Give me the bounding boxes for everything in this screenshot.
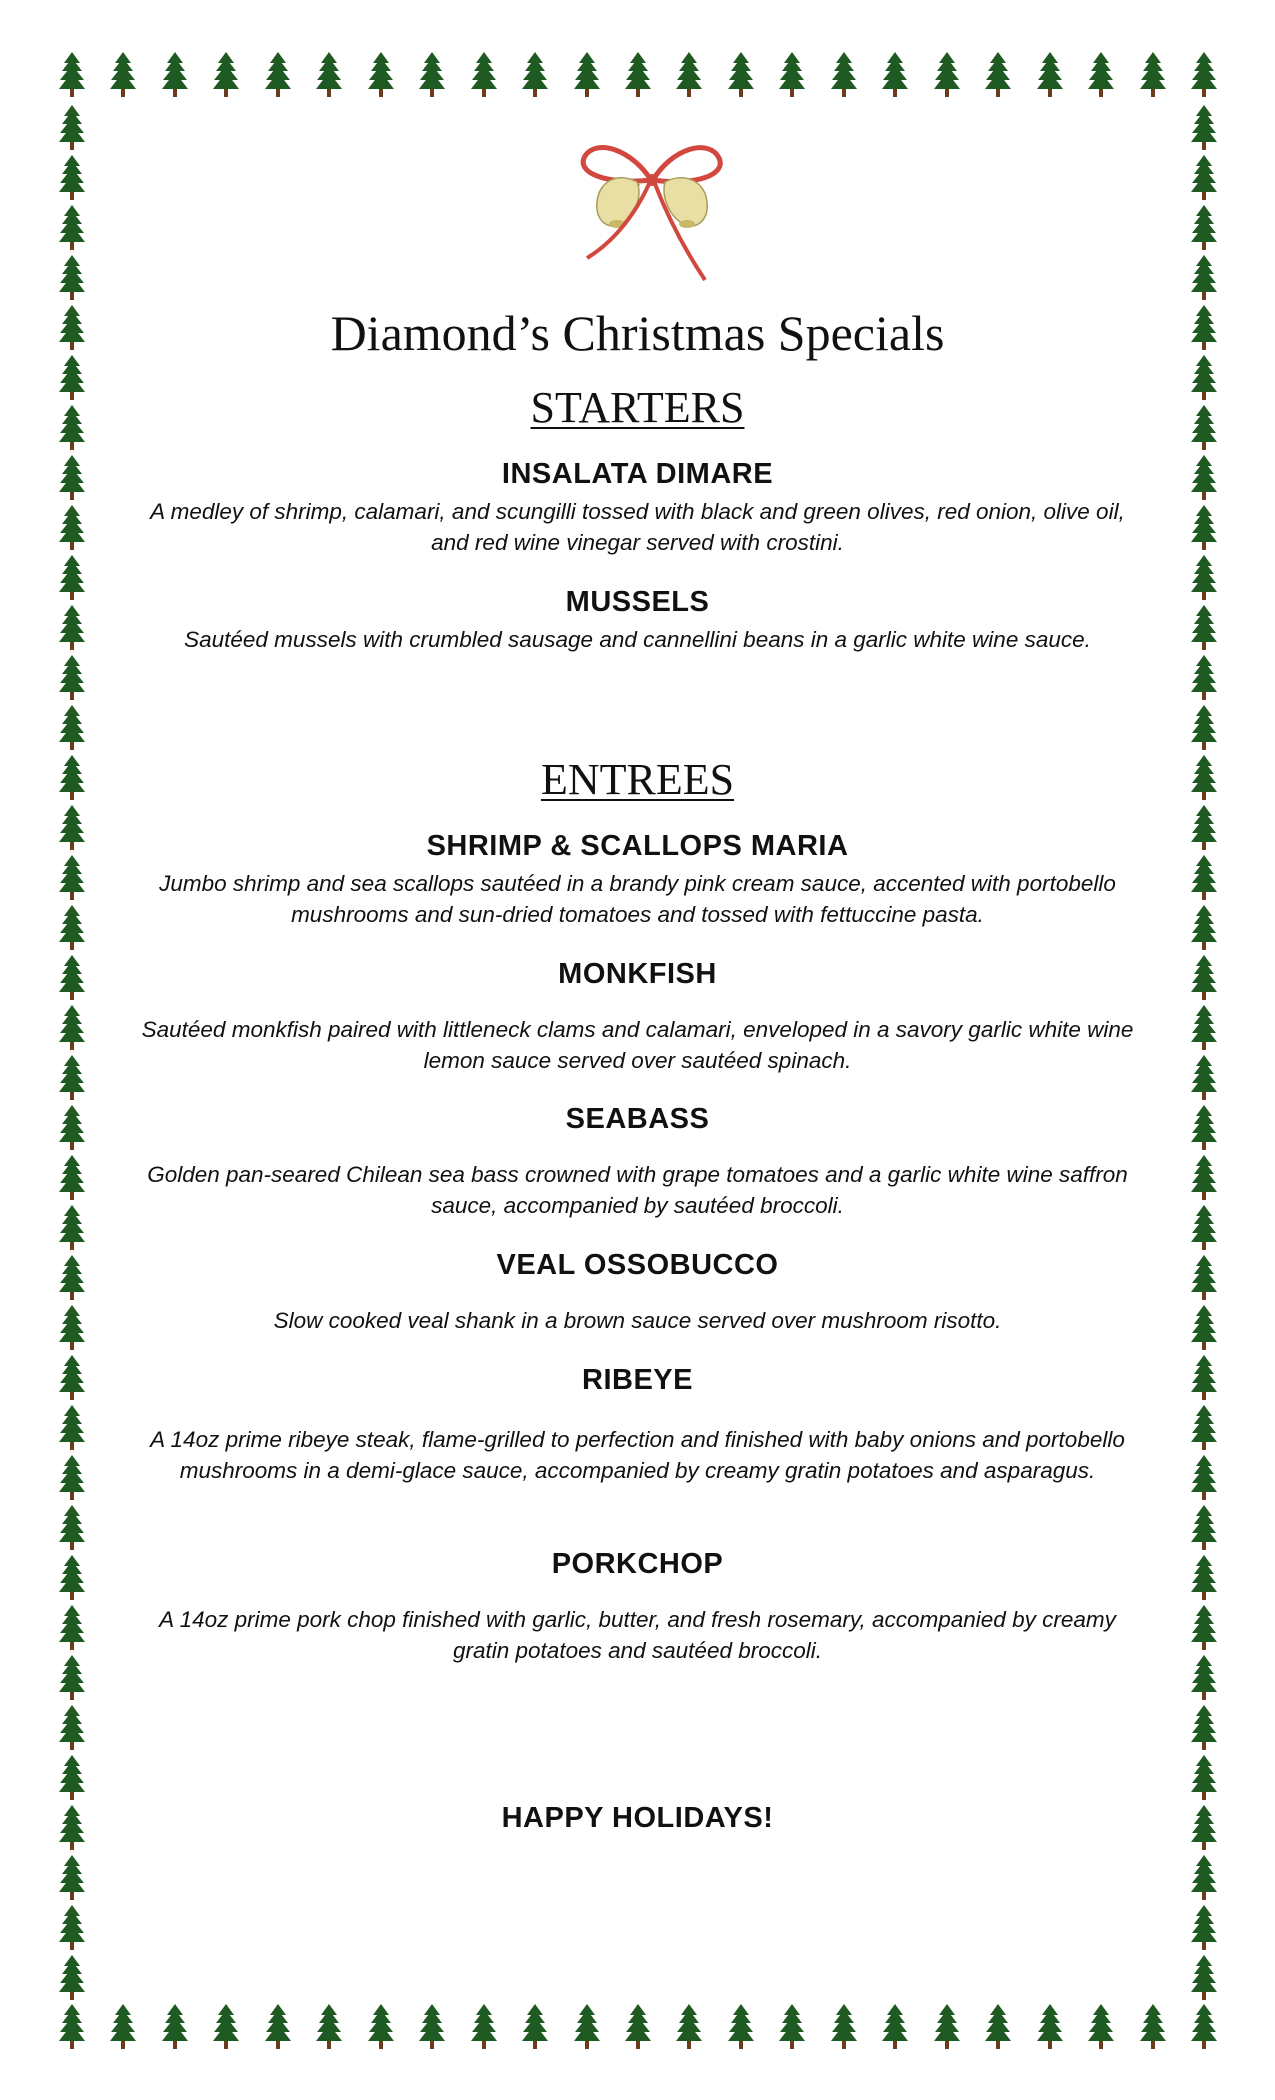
christmas-tree-icon	[1087, 50, 1115, 98]
menu-item-description: Slow cooked veal shank in a brown sauce served over mushroom risotto.	[273, 1308, 1002, 1333]
christmas-tree-icon	[109, 50, 137, 98]
christmas-tree-icon	[1190, 50, 1218, 98]
christmas-tree-icon	[58, 50, 86, 98]
christmas-tree-icon	[1190, 1404, 1218, 1450]
starters-heading: STARTERS	[530, 383, 745, 432]
christmas-tree-icon	[1190, 654, 1218, 700]
christmas-tree-icon	[1190, 1954, 1218, 2000]
christmas-tree-icon	[675, 50, 703, 98]
christmas-tree-icon	[573, 2002, 601, 2050]
christmas-tree-icon	[1190, 504, 1218, 550]
christmas-tree-icon	[315, 2002, 343, 2050]
christmas-tree-icon	[367, 2002, 395, 2050]
entrees-heading: ENTREES	[540, 755, 735, 804]
menu-item-description: Jumbo shrimp and sea scallops sautéed in a brandy pink cream sauce, accented with portobello mushrooms and sun-dried tomatoes and tossed with fettuccine pasta.	[159, 871, 1116, 927]
christmas-tree-icon	[58, 1454, 86, 1500]
christmas-tree-icon	[830, 2002, 858, 2050]
menu-item-name: RIBEYE	[582, 1364, 693, 1396]
christmas-tree-icon	[470, 2002, 498, 2050]
christmas-tree-icon	[727, 2002, 755, 2050]
christmas-tree-icon	[1190, 104, 1218, 150]
christmas-tree-icon	[1190, 904, 1218, 950]
christmas-tree-icon	[1190, 204, 1218, 250]
christmas-tree-icon	[727, 50, 755, 98]
christmas-tree-icon	[1190, 1454, 1218, 1500]
christmas-tree-icon	[58, 1204, 86, 1250]
christmas-tree-icon	[624, 2002, 652, 2050]
christmas-tree-icon	[58, 2002, 86, 2050]
christmas-tree-icon	[58, 1004, 86, 1050]
christmas-tree-icon	[58, 1704, 86, 1750]
christmas-tree-icon	[521, 2002, 549, 2050]
christmas-tree-icon	[1190, 1054, 1218, 1100]
christmas-tree-icon	[212, 2002, 240, 2050]
christmas-tree-icon	[1087, 2002, 1115, 2050]
christmas-tree-icon	[58, 504, 86, 550]
christmas-tree-icon	[1190, 1304, 1218, 1350]
menu-item-description: Sautéed mussels with crumbled sausage and cannellini beans in a garlic white wine sauce.	[184, 627, 1091, 652]
christmas-tree-icon	[1190, 1754, 1218, 1800]
christmas-tree-icon	[1190, 1604, 1218, 1650]
menu-item-name: MONKFISH	[558, 958, 717, 990]
christmas-tree-icon	[58, 1754, 86, 1800]
christmas-tree-icon	[161, 50, 189, 98]
christmas-tree-icon	[1190, 1004, 1218, 1050]
christmas-tree-icon	[58, 1504, 86, 1550]
christmas-tree-icon	[470, 50, 498, 98]
christmas-tree-icon	[58, 1154, 86, 1200]
christmas-tree-icon	[58, 1654, 86, 1700]
christmas-tree-icon	[264, 50, 292, 98]
menu-item-description: A 14oz prime ribeye steak, flame-grilled to perfection and finished with baby onions and portobello mushrooms in a demi-glace sauce, accompanied by creamy gratin potatoes and asparagus.	[150, 1427, 1125, 1483]
christmas-tree-icon	[778, 2002, 806, 2050]
christmas-tree-icon	[830, 50, 858, 98]
christmas-tree-icon	[58, 1054, 86, 1100]
christmas-tree-icon	[212, 50, 240, 98]
ribbon-bow-icon	[577, 140, 727, 285]
christmas-tree-icon	[315, 50, 343, 98]
christmas-tree-icon	[58, 104, 86, 150]
menu-item-name: INSALATA DIMARE	[501, 458, 774, 490]
christmas-tree-icon	[58, 154, 86, 200]
christmas-tree-icon	[1190, 2002, 1218, 2050]
christmas-tree-icon	[778, 50, 806, 98]
christmas-tree-icon	[1139, 2002, 1167, 2050]
closing-greeting: HAPPY HOLIDAYS!	[501, 1802, 774, 1834]
christmas-tree-icon	[367, 50, 395, 98]
christmas-tree-icon	[58, 1304, 86, 1350]
christmas-tree-icon	[1190, 1854, 1218, 1900]
christmas-tree-icon	[933, 50, 961, 98]
christmas-tree-icon	[58, 1404, 86, 1450]
christmas-tree-icon	[933, 2002, 961, 2050]
christmas-tree-icon	[1190, 254, 1218, 300]
christmas-tree-icon	[624, 50, 652, 98]
menu-item-description: Sautéed monkfish paired with littleneck clams and calamari, enveloped in a savory garlic white wine lemon sauce served over sautéed spinach.	[141, 1017, 1134, 1073]
christmas-tree-icon	[1190, 1704, 1218, 1750]
tree-border-top	[58, 50, 1218, 102]
christmas-tree-icon	[1190, 1654, 1218, 1700]
christmas-tree-icon	[1190, 1154, 1218, 1200]
christmas-tree-icon	[58, 254, 86, 300]
christmas-tree-icon	[1139, 50, 1167, 98]
christmas-tree-icon	[984, 2002, 1012, 2050]
christmas-tree-icon	[1190, 1504, 1218, 1550]
christmas-tree-icon	[161, 2002, 189, 2050]
christmas-tree-icon	[1036, 2002, 1064, 2050]
christmas-tree-icon	[881, 2002, 909, 2050]
christmas-tree-icon	[1036, 50, 1064, 98]
christmas-tree-icon	[109, 2002, 137, 2050]
tree-border-bottom	[58, 2002, 1218, 2054]
christmas-tree-icon	[58, 704, 86, 750]
page-title: Diamond’s Christmas Specials	[330, 305, 945, 361]
christmas-tree-icon	[1190, 1204, 1218, 1250]
christmas-tree-icon	[58, 1854, 86, 1900]
christmas-tree-icon	[881, 50, 909, 98]
christmas-tree-icon	[58, 1904, 86, 1950]
christmas-tree-icon	[418, 50, 446, 98]
menu-item-name: SHRIMP & SCALLOPS MARIA	[426, 830, 849, 862]
christmas-tree-icon	[675, 2002, 703, 2050]
christmas-tree-icon	[58, 904, 86, 950]
christmas-tree-icon	[573, 50, 601, 98]
menu-item-description: Golden pan-seared Chilean sea bass crowned with grape tomatoes and a garlic white wine saffron sauce, accompanied by sautéed broccoli.	[147, 1162, 1128, 1218]
christmas-tree-icon	[1190, 704, 1218, 750]
christmas-tree-icon	[418, 2002, 446, 2050]
menu-item-name: VEAL OSSOBUCCO	[496, 1249, 779, 1281]
christmas-tree-icon	[58, 1954, 86, 2000]
menu-item-name: MUSSELS	[565, 586, 710, 618]
menu-item-name: PORKCHOP	[551, 1548, 724, 1580]
christmas-tree-icon	[1190, 154, 1218, 200]
menu-item-description: A medley of shrimp, calamari, and scungilli tossed with black and green olives, red onion, olive oil, and red wine vinegar served with crostini.	[150, 499, 1125, 555]
christmas-tree-icon	[58, 654, 86, 700]
christmas-tree-icon	[984, 50, 1012, 98]
menu-item-description: A 14oz prime pork chop finished with garlic, butter, and fresh rosemary, accompanied by creamy gratin potatoes and sautéed broccoli.	[159, 1607, 1116, 1663]
christmas-tree-icon	[521, 50, 549, 98]
christmas-tree-icon	[1190, 1904, 1218, 1950]
christmas-tree-icon	[264, 2002, 292, 2050]
christmas-tree-icon	[58, 1604, 86, 1650]
menu-item-name: SEABASS	[565, 1103, 710, 1135]
christmas-tree-icon	[58, 204, 86, 250]
